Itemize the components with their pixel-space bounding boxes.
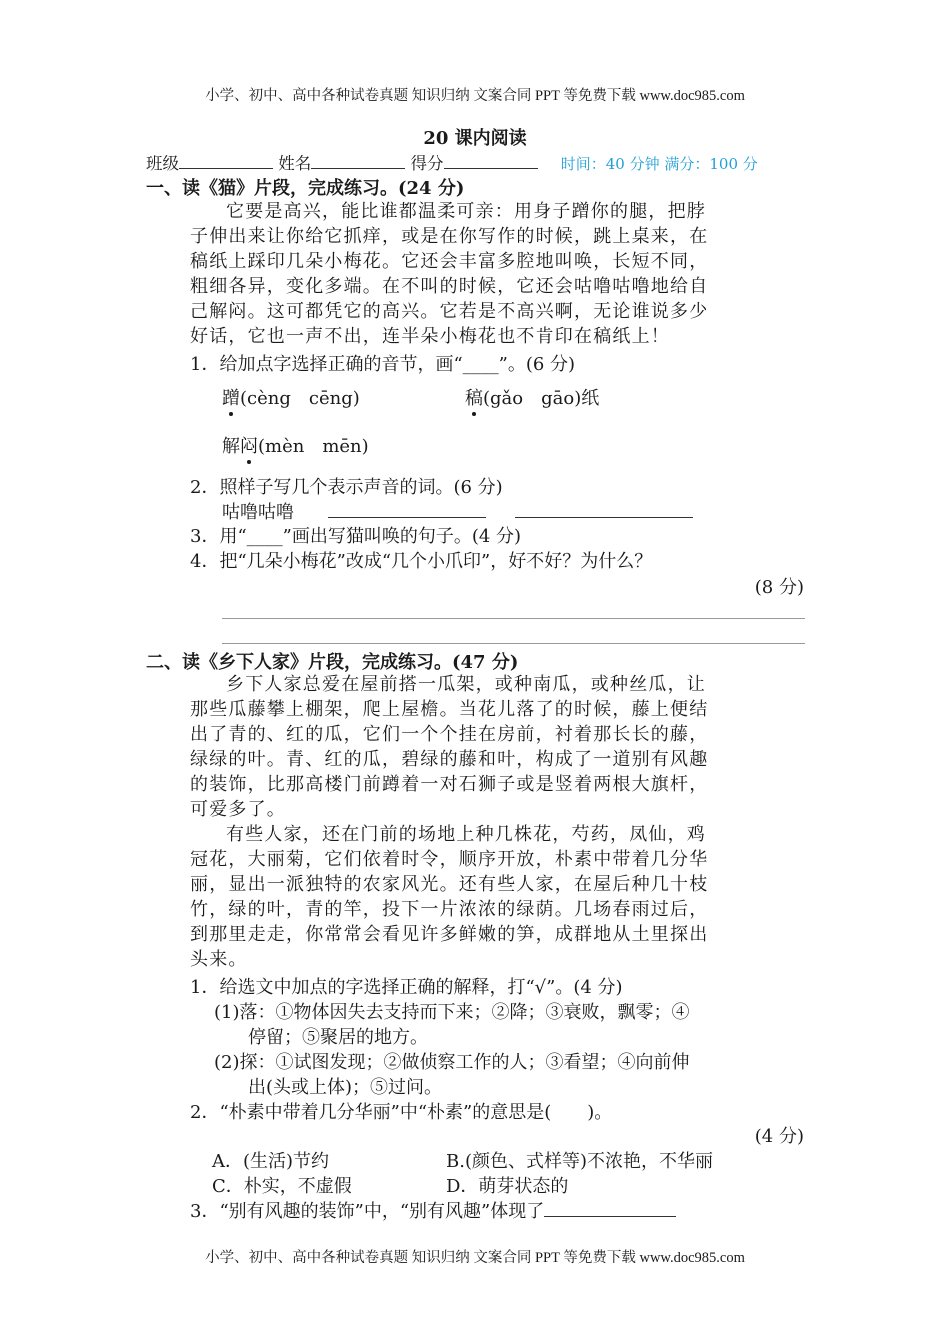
option-a[interactable]: A．(生活)节约: [212, 1151, 330, 1172]
q1-item-tan-cont: 出(头或上体)；⑤过问。: [248, 1077, 443, 1098]
s1-question-4: 4．把“几朵小梅花”改成“几个小爪印”，好不好？为什么？: [190, 551, 653, 572]
s1-passage-line: 稿纸上踩印几朵小梅花。它还会丰富多腔地叫唤，长短不同，: [190, 251, 709, 272]
q2-example-row: [222, 498, 693, 524]
plain-char: 解: [222, 436, 240, 457]
s1-passage-line: 好话，它也一声不出，连半朵小梅花也不肯印在稿纸上！: [190, 326, 670, 347]
s2-passage-line: 头来。: [190, 949, 248, 970]
site-header: 小学、初中、高中各种试卷真题 知识归纳 文案合同 PPT 等免费下载 www.doc985.com: [205, 88, 745, 104]
s2-question-1: 1．给选文中加点的字选择正确的解释，打“√”。(4 分): [190, 977, 623, 998]
s1-question-2: 2．照样子写几个表示声音的词。(6 分): [190, 477, 503, 498]
class-blank[interactable]: [179, 152, 273, 169]
answer-blank[interactable]: [544, 1200, 676, 1217]
s1-passage-line: 己解闷。这可都凭它的高兴。它若是不高兴啊，无论谁说多少: [190, 301, 709, 322]
pinyin-item-gao[interactable]: [465, 384, 599, 410]
q3-text: 3．“别有风趣的装饰”中，“别有风趣”体现了: [190, 1201, 545, 1222]
time-score-info: 时间：40 分钟 满分：100 分: [560, 155, 758, 173]
answer-line[interactable]: [222, 618, 805, 619]
s1-passage-line: 粗细各异，变化多端。在不叫的时候，它还会咕噜咕噜地给自: [190, 276, 709, 297]
class-label: 班级: [146, 154, 179, 173]
student-info-line: [146, 150, 826, 174]
answer-blank[interactable]: [515, 501, 693, 518]
pinyin-options: (mèn mēn): [258, 436, 369, 457]
site-footer: 小学、初中、高中各种试卷真题 知识归纳 文案合同 PPT 等免费下载 www.doc985.com: [205, 1250, 745, 1266]
option-d[interactable]: D．萌芽状态的: [446, 1176, 569, 1197]
q1-item-luo-cont: 停留；⑤聚居的地方。: [248, 1027, 428, 1048]
s2-passage-line: 出了青的、红的瓜，它们一个个挂在房前，衬着那长长的藤，: [190, 724, 709, 745]
s2-passage-line: 的装饰，比那高楼门前蹲着一对石狮子或是竖着两根大旗杆，: [190, 774, 709, 795]
s1-passage-line: 子伸出来让你给它抓痒，或是在你写作的时候，跳上桌来，在: [190, 226, 709, 247]
s2-passage-line: 有些人家，还在门前的场地上种几株花，芍药，凤仙，鸡: [226, 824, 706, 845]
s2-question-3: [190, 1197, 676, 1223]
s2-passage-line: 乡下人家总爱在屋前搭一瓜架，或种南瓜，或种丝瓜，让: [226, 674, 706, 695]
answer-blank[interactable]: [328, 501, 486, 518]
q1-item-tan[interactable]: (2)探：①试图发现；②做侦察工作的人；③看望；④向前伸: [214, 1052, 690, 1073]
name-blank[interactable]: [311, 152, 405, 169]
s2-passage-line: 绿绿的叶。青、红的瓜，碧绿的藤和叶，构成了一道别有风趣: [190, 749, 709, 770]
q2-score: (4 分): [754, 1126, 804, 1147]
q2-example: 咕噜咕噜: [222, 502, 294, 523]
s2-passage-line: 竹，绿的叶，青的竿，投下一片浓浓的绿荫。几场春雨过后，: [190, 899, 709, 920]
s1-question-1: 1．给加点字选择正确的音节，画“____”。(6 分): [190, 354, 576, 375]
s2-passage-line: 冠花，大丽菊，它们依着时令，顺序开放，朴素中带着几分华: [190, 849, 709, 870]
option-c[interactable]: C．朴实，不虚假: [212, 1176, 352, 1197]
pinyin-options: (cèng cēng): [240, 388, 360, 409]
s1-passage-line: 它要是高兴，能比谁都温柔可亲：用身子蹭你的腿，把脖: [226, 201, 706, 222]
score-blank[interactable]: [444, 152, 538, 169]
page-title: 20 课内阅读: [423, 128, 527, 149]
q1-item-luo[interactable]: (1)落：①物体因失去支持而下来；②降；③衰败，飘零；④: [214, 1002, 690, 1023]
section2-heading: 二、读《乡下人家》片段，完成练习。(47 分): [146, 652, 519, 673]
s2-passage-line: 丽，显出一派独特的农家风光。还有些人家，在屋后种几十枝: [190, 874, 709, 895]
name-label: 姓名: [278, 154, 312, 173]
pinyin-options: (gǎo gāo)纸: [483, 388, 600, 409]
s2-question-2: 2．“朴素中带着几分华丽”中“朴素”的意思是( )。: [190, 1102, 613, 1123]
dotted-char: 闷: [240, 436, 258, 457]
s2-passage-line: 那些瓜藤攀上棚架，爬上屋檐。当花儿落了的时候，藤上便结: [190, 699, 709, 720]
answer-line[interactable]: [222, 643, 805, 644]
dotted-char: 蹭: [222, 388, 240, 409]
s2-passage-line: 到那里走走，你常常会看见许多鲜嫩的笋，成群地从土里探出: [190, 924, 709, 945]
q4-score: (8 分): [754, 577, 804, 598]
section1-heading: 一、读《猫》片段，完成练习。(24 分): [146, 178, 465, 199]
option-b[interactable]: B.(颜色、式样等)不浓艳，不华丽: [446, 1151, 713, 1172]
pinyin-item-ceng[interactable]: [222, 384, 360, 410]
pinyin-item-men[interactable]: [222, 432, 369, 458]
score-label: 得分: [410, 154, 444, 173]
s2-passage-line: 可爱多了。: [190, 799, 286, 820]
dotted-char: 稿: [465, 388, 483, 409]
s1-question-3: 3．用“____”画出写猫叫唤的句子。(4 分): [190, 526, 522, 547]
